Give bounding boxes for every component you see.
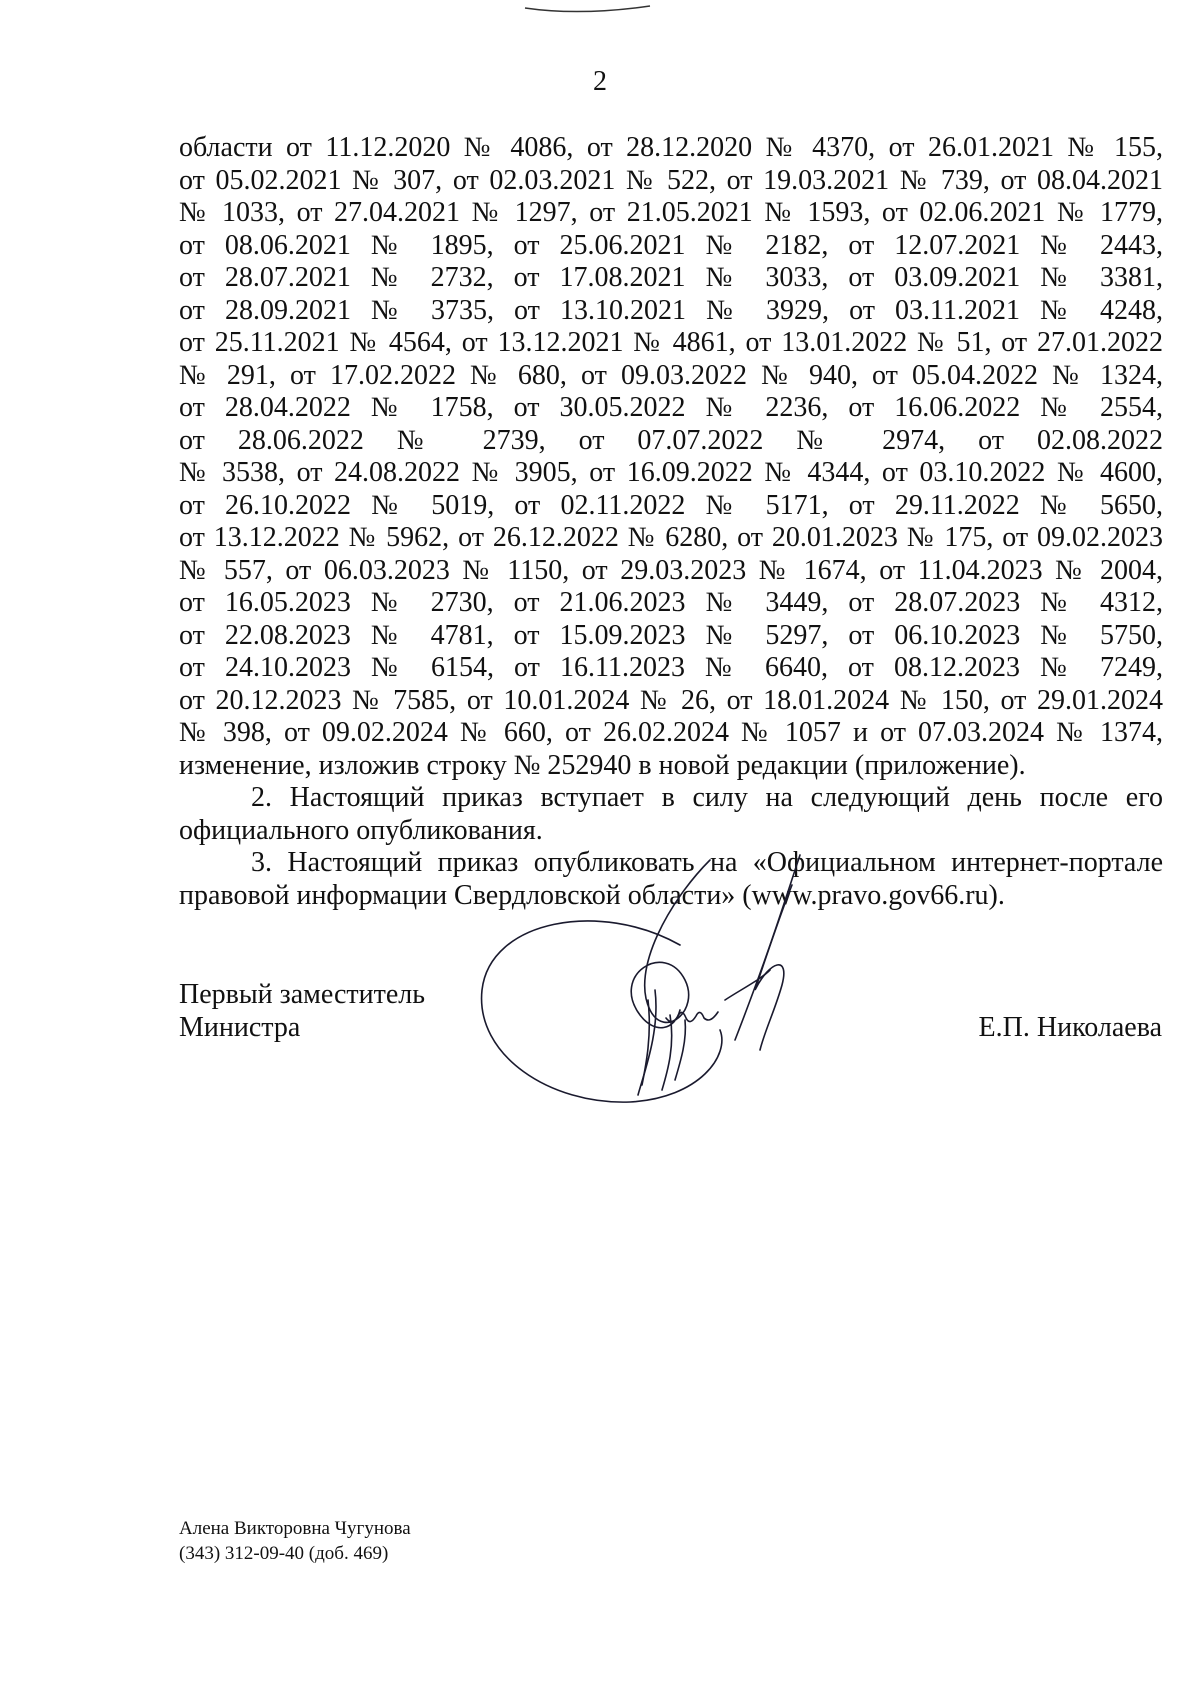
text-line: от 28.07.2021 № 2732, от 17.08.2021 № 3033, от 03.09.2021 № 3381, — [179, 262, 1163, 293]
text-line: 3. Настоящий приказ опубликовать на «Официальном интернет-портале — [251, 847, 1163, 878]
signer-name: Е.П. Николаева — [978, 1012, 1162, 1043]
order-body — [179, 132, 1163, 912]
executor-block — [179, 1516, 411, 1566]
text-line: от 16.05.2023 № 2730, от 21.06.2023 № 3449, от 28.07.2023 № 4312, — [179, 587, 1163, 618]
signer-title-line-2: Министра — [179, 1012, 301, 1043]
text-line: от 28.09.2021 № 3735, от 13.10.2021 № 3929, от 03.11.2021 № 4248, — [179, 294, 1163, 326]
text-line: от 05.02.2021 № 307, от 02.03.2021 № 522, от 19.03.2021 № 739, от 08.04.2021 — [179, 164, 1163, 196]
signature-image — [470, 840, 870, 1130]
text-line: № 291, от 17.02.2022 № 680, от 09.03.2022 № 940, от 05.04.2022 № 1324, — [179, 359, 1163, 391]
text-line: от 20.12.2023 № 7585, от 10.01.2024 № 26, от 18.01.2024 № 150, от 29.01.2024 — [179, 684, 1163, 716]
text-line: правовой информации Свердловской области» (www.pravo.gov66.ru). — [179, 879, 1005, 911]
text-line: от 25.11.2021 № 4564, от 13.12.2021 № 4861, от 13.01.2022 № 51, от 27.01.2022 — [179, 327, 1163, 358]
text-line: от 24.10.2023 № 6154, от 16.11.2023 № 6640, от 08.12.2023 № 7249, — [179, 652, 1163, 683]
text-line: № 3538, от 24.08.2022 № 3905, от 16.09.2022 № 4344, от 03.10.2022 № 4600, — [179, 457, 1163, 488]
text-line: от 28.06.2022 № 2739, от 07.07.2022 № 2974, от 02.08.2022 — [179, 424, 1163, 456]
executor-name: Алена Викторовна Чугунова — [179, 1518, 411, 1539]
text-line: от 26.10.2022 № 5019, от 02.11.2022 № 5171, от 29.11.2022 № 5650, — [179, 489, 1163, 521]
signer-position — [179, 978, 425, 1044]
text-line: официального опубликования. — [179, 814, 543, 846]
signer-title-line-1: Первый заместитель — [179, 979, 426, 1010]
text-line: № 557, от 06.03.2023 № 1150, от 29.03.2023 № 1674, от 11.04.2023 № 2004, — [179, 554, 1163, 586]
text-line: области от 11.12.2020 № 4086, от 28.12.2020 № 4370, от 26.01.2021 № 155, — [179, 132, 1163, 163]
text-line: 2. Настоящий приказ вступает в силу на следующий день после его — [251, 782, 1163, 813]
text-line: от 22.08.2023 № 4781, от 15.09.2023 № 5297, от 06.10.2023 № 5750, — [179, 619, 1163, 651]
executor-phone: (343) 312-09-40 (доб. 469) — [179, 1543, 389, 1564]
text-line: от 13.12.2022 № 5962, от 26.12.2022 № 6280, от 20.01.2023 № 175, от 09.02.2023 — [179, 522, 1163, 553]
page-number: 2 — [593, 66, 607, 97]
text-line: № 1033, от 27.04.2021 № 1297, от 21.05.2021 № 1593, от 02.06.2021 № 1779, — [179, 197, 1163, 228]
text-line: от 28.04.2022 № 1758, от 30.05.2022 № 2236, от 16.06.2022 № 2554, — [179, 392, 1163, 423]
text-line: изменение, изложив строку № 252940 в новой редакции (приложение). — [179, 749, 1026, 781]
effective-date-paragraph — [179, 782, 1163, 847]
text-line: от 08.06.2021 № 1895, от 25.06.2021 № 2182, от 12.07.2021 № 2443, — [179, 229, 1163, 261]
text-line: № 398, от 09.02.2024 № 660, от 26.02.2024 № 1057 и от 07.03.2024 № 1374, — [179, 717, 1163, 748]
scan-mark — [520, 0, 660, 20]
amendment-paragraph — [179, 132, 1163, 782]
